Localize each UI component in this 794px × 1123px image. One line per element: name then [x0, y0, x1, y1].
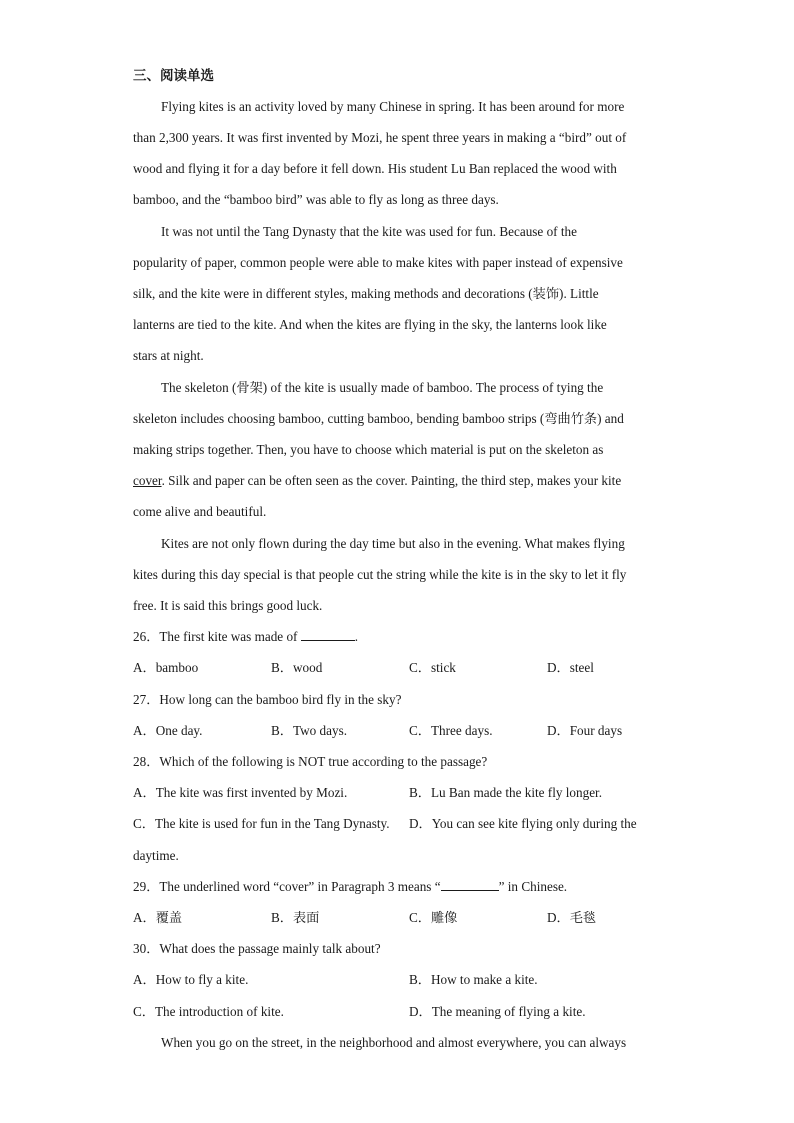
- p2-line-3: silk, and the kite were in different styles, making methods and decorations (装饰). Little: [133, 286, 599, 301]
- q30-option-c[interactable]: C．The introduction of kite.: [133, 1004, 284, 1019]
- q29-option-a[interactable]: A．覆盖: [133, 910, 183, 925]
- q26-option-a[interactable]: A．bamboo: [133, 660, 199, 675]
- q30-option-d[interactable]: D．The meaning of flying a kite.: [409, 1004, 586, 1019]
- q29-option-d[interactable]: D．毛毯: [547, 910, 597, 925]
- q27-option-b[interactable]: B．Two days.: [271, 723, 348, 738]
- question-30-stem: 30．What does the passage mainly talk about?: [133, 941, 381, 956]
- p3-line-3: making strips together. Then, you have to choose which material is put on the skeleton as: [133, 442, 604, 457]
- q28-option-d[interactable]: D．You can see kite flying only during the: [409, 816, 637, 831]
- q28-option-c[interactable]: C．The kite is used for fun in the Tang Dynasty.: [133, 816, 390, 831]
- q28-option-b[interactable]: B．Lu Ban made the kite fly longer.: [409, 785, 603, 800]
- question-29: [133, 878, 663, 896]
- p1-line-2: than 2,300 years. It was first invented by Mozi, he spent three years in making a “bird” out of: [133, 130, 627, 145]
- q29-option-c[interactable]: C．雕像: [409, 910, 458, 925]
- p3-line-4: [133, 472, 663, 490]
- p2-line-2: popularity of paper, common people were able to make kites with paper instead of expensive: [133, 255, 623, 270]
- answer-blank: [301, 628, 355, 641]
- question-26-stem: 26．The first kite was made of: [133, 629, 301, 644]
- next-passage-line-1: When you go on the street, in the neighborhood and almost everywhere, you can always: [161, 1035, 627, 1050]
- q28-option-d-continued: daytime.: [133, 848, 179, 863]
- p1-line-4: bamboo, and the “bamboo bird” was able to fly as long as three days.: [133, 192, 499, 207]
- q28-option-a[interactable]: A．The kite was first invented by Mozi.: [133, 785, 348, 800]
- question-28-stem: 28．Which of the following is NOT true according to the passage?: [133, 754, 488, 769]
- p2-line-4: lanterns are tied to the kite. And when the kites are flying in the sky, the lanterns look like: [133, 317, 607, 332]
- q30-option-a[interactable]: A．How to fly a kite.: [133, 972, 249, 987]
- p2-line-5: stars at night.: [133, 348, 204, 363]
- q27-option-d[interactable]: D．Four days: [547, 723, 623, 738]
- question-26: [133, 628, 663, 646]
- question-26-stem-end: .: [354, 629, 359, 644]
- p3-line-2: skeleton includes choosing bamboo, cutting bamboo, bending bamboo strips (弯曲竹条) and: [133, 411, 624, 426]
- p1-line-3: wood and flying it for a day before it fell down. His student Lu Ban replaced the wood with: [133, 161, 617, 176]
- p4-line-1: Kites are not only flown during the day time but also in the evening. What makes flying: [161, 536, 625, 551]
- question-29-stem: 29．The underlined word “cover” in Paragraph 3 means “: [133, 879, 441, 894]
- p4-line-3: free. It is said this brings good luck.: [133, 598, 323, 613]
- p3-line-4-rest: . Silk and paper can be often seen as the cover. Painting, the third step, makes your kite: [161, 473, 622, 488]
- q26-option-b[interactable]: B．wood: [271, 660, 323, 675]
- q27-option-c[interactable]: C．Three days.: [409, 723, 493, 738]
- question-27-stem: 27．How long can the bamboo bird fly in the sky?: [133, 692, 402, 707]
- q26-option-c[interactable]: C．stick: [409, 660, 456, 675]
- section-heading: 三、阅读单选: [133, 68, 214, 84]
- q26-option-d[interactable]: D．steel: [547, 660, 594, 675]
- p4-line-2: kites during this day special is that people cut the string while the kite is in the sky to let it fly: [133, 567, 627, 582]
- p3-line-1: The skeleton (骨架) of the kite is usually made of bamboo. The process of tying the: [161, 380, 604, 395]
- underlined-word-cover: cover: [133, 473, 162, 488]
- question-29-stem-end: ” in Chinese.: [498, 879, 568, 894]
- q29-option-b[interactable]: B．表面: [271, 910, 320, 925]
- answer-blank: [441, 878, 499, 891]
- q30-option-b[interactable]: B．How to make a kite.: [409, 972, 538, 987]
- p2-line-1: It was not until the Tang Dynasty that the kite was used for fun. Because of the: [161, 224, 577, 239]
- p1-line-1: Flying kites is an activity loved by many Chinese in spring. It has been around for more: [161, 99, 625, 114]
- q27-option-a[interactable]: A．One day.: [133, 723, 203, 738]
- p3-line-5: come alive and beautiful.: [133, 504, 267, 519]
